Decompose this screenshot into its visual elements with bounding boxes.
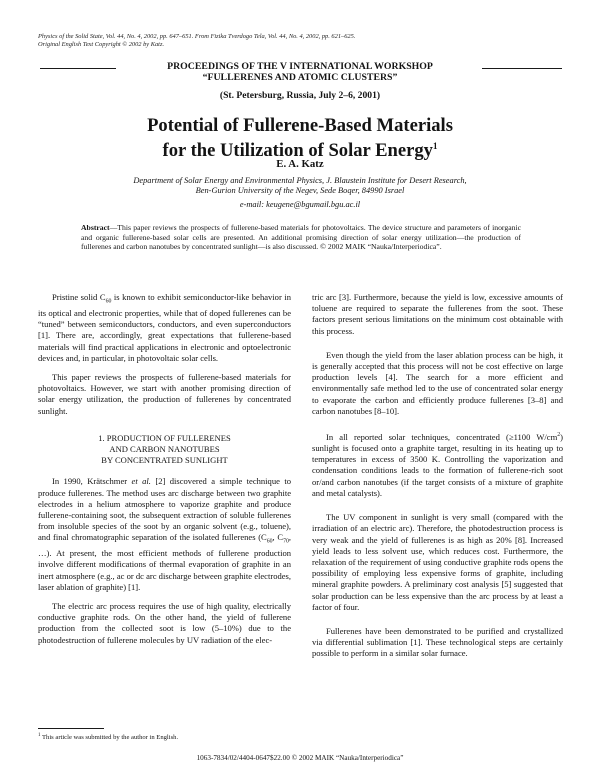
subscript: 60 <box>266 539 273 546</box>
section-heading <box>38 433 291 467</box>
author-name: E. A. Katz <box>276 158 324 170</box>
text-run: In 1990, Krätschmer <box>52 476 132 487</box>
text-run: , …). At present, the most efficient methods of fullerene production involve different modifications of thermal evaporation of graphite in an inert atmosphere (e.g., ac or dc arc discharge between graphite electrodes, laser ablation of graphite) [1]. <box>38 532 291 592</box>
section-heading-line: AND CARBON NANOTUBES <box>109 443 220 454</box>
abstract-text: —This paper reviews the prospects of fullerene-based materials for photovoltaics. The device structure and parameters of inorganic and organic fullerene-based solar cells are presented. An additional promising direction of solar energy utilization—the production of fullerenes and carbon nanotubes by concentrated sunlight—is also discussed. © 2002 MAIK “Nauka/Interperiodica”. <box>81 223 521 252</box>
text-run: [2] discovered a simple technique to produce fullerenes. The method uses arc discharge between two graphite electrodes in a helium atmosphere to vaporize graphite and produce fullerene-containing soot, the subsequent extraction of soluble fullerenes from insoluble species of the soot by an organic solvent (e.g., toluene), and final chromatographic separation of the isolated fullerenes (C <box>38 476 291 543</box>
affiliation-line1: Department of Solar Energy and Environmental Physics, J. Blaustein Institute for Desert Research, <box>133 176 467 185</box>
subscript: 60 <box>105 298 112 305</box>
paragraph: The electric arc process requires the use of high quality, electrically conductive graphite rods. On the other hand, the yield of fullerene production from the collected soot is low (5–10%) due to the photodestruction of fullerene molecules by UV radiation of the elec- <box>38 601 291 645</box>
paragraph <box>38 292 291 364</box>
text-run: ) sunlight is focused onto a graphite target, resulting in its heating up to temperatures in excess of 3500 K. Controlling the vaporization and condensation conditions leads to the formation of fullerene-rich soot or/and carbon nanotubes (if the target consists of a mixture of graphite and metal catalysts). <box>312 431 563 498</box>
paragraph: tric arc [3]. Furthermore, because the yield is low, excessive amounts of toluene are required to separate the fullerenes from the soot. These factors present serious limitations on the minimum cost obtainable with this process. <box>312 292 563 336</box>
left-column <box>38 292 291 646</box>
paper-title-text: for the Utilization of Solar Energy <box>162 140 433 162</box>
text-run: Pristine solid C <box>52 292 106 302</box>
text-run: In all reported solar techniques, concentrated (≥1100 W/cm <box>326 431 558 442</box>
paragraph: Even though the yield from the laser ablation process can be high, it is generally accepted that this process will not be cost effective on large production levels [4]. The search for a more efficient and environmentally safe method led to the use of concentrated solar energy to evaporate the carbon and efficiently produce fullerenes [3–8] and carbon nanotubes [8–10]. <box>312 349 563 416</box>
subscript: 70 <box>283 539 289 546</box>
copyright-line: Original English Text Copyright © 2002 by Katz. <box>38 41 165 48</box>
section-heading-line: BY CONCENTRATED SUNLIGHT <box>101 455 228 466</box>
text-run-italic: et al. <box>131 476 151 487</box>
author-email: e-mail: keugene@bgumail.bgu.ac.il <box>239 200 361 209</box>
text-run: is known to exhibit semiconductor-like behavior in its optical and electronic properties, while that of doped fullerenes can be “tuned” between semiconductors, conductors, and even superconductors [1]. There are, accordingly, great expectations that fullerene-based materials will find practical applications in electronic and optoelectronic devices and, in particular, in photovoltaic solar cells. <box>38 292 291 363</box>
workshop-location: (St. Petersburg, Russia, July 2–6, 2001) <box>219 90 381 101</box>
title-footnote-mark: 1 <box>432 141 438 151</box>
section-heading-line: 1. PRODUCTION OF FULLERENES <box>98 432 231 443</box>
workshop-title: PROCEEDINGS OF THE V INTERNATIONAL WORKSHOP <box>167 61 433 72</box>
page-footer: 1063-7834/02/4404-0647$22.00 © 2002 MAIK “Nauka/Interperiodica” <box>196 754 404 762</box>
paragraph: Fullerenes have been demonstrated to be purified and crystallized via differential sublimation [1]. These technological steps are certainly possible to perform in a similar solar furnace. <box>312 625 563 659</box>
footnote-text: This article was submitted by the author in English. <box>40 734 179 742</box>
journal-citation: Physics of the Solid State, Vol. 44, No. 4, 2002, pp. 647–651. From Fizika Tverdogo Tela, Vol. 44, No. 4, 2002, pp. 621–625. <box>38 33 356 40</box>
right-column <box>312 292 563 660</box>
paper-title-line1: Potential of Fullerene-Based Materials <box>147 115 453 136</box>
footnote-rule <box>38 728 104 729</box>
right-rule <box>482 68 562 69</box>
affiliation-line2: Ben-Gurion University of the Negev, Sede Boqer, 84990 Israel <box>195 186 405 195</box>
abstract <box>81 223 521 252</box>
superscript: 2 <box>557 432 561 439</box>
footnote <box>38 733 178 741</box>
paragraph: This paper reviews the prospects of fullerene-based materials for photovoltaics. However, we start with another promising direction of solar energy utilization, the production of fullerenes by concentrated sunlight. <box>38 371 291 416</box>
workshop-subtitle: “FULLERENES AND ATOMIC CLUSTERS” <box>202 72 398 83</box>
paragraph: The UV component in sunlight is very small (compared with the irradiation of an electric arc). Therefore, the photodestruction process is very weak and the yield of fullerenes is as high as 20% [8]. Increased yield leads to less solvent use, which reduces cost. Furthermore, the relaxation of the requirement of using conductive graphite rods opens the possibility of employing less expensive forms of graphite, including mineral graphite powders. A preliminary cost analysis [5] suggested that solar production can be less expensive than the arc process by at least a factor of four. <box>312 512 563 612</box>
paragraph <box>38 476 291 593</box>
paragraph <box>312 430 563 499</box>
footnote-mark: 1 <box>38 733 41 738</box>
abstract-label: Abstract <box>81 223 110 232</box>
text-run: , C <box>272 532 284 543</box>
